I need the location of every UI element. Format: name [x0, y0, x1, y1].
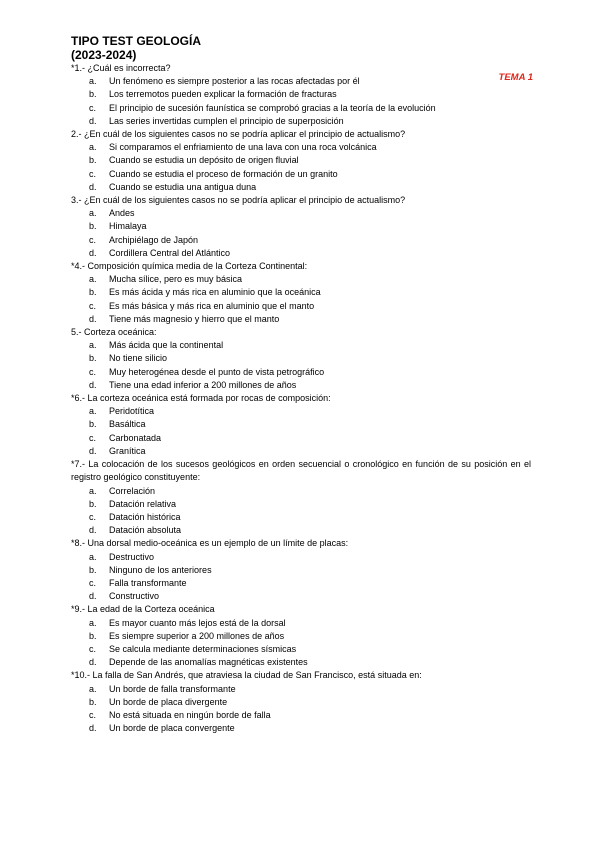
option-text: Granítica [109, 445, 146, 456]
option-letter: d. [89, 657, 97, 668]
question-block [71, 62, 531, 128]
option-letter: c. [89, 643, 97, 654]
option-text: Es siempre superior a 200 millones de años [109, 630, 285, 641]
option-list [71, 339, 531, 392]
option-text: Peridotítica [109, 406, 155, 417]
option-text: Cordillera Central del Atlántico [109, 247, 231, 258]
option-letter: d. [89, 115, 97, 126]
option-letter: b. [89, 564, 97, 575]
document-page [71, 34, 531, 735]
option-letter: b. [89, 419, 97, 430]
option-text: Tiene una edad inferior a 200 millones de años [109, 379, 297, 390]
answer-option [71, 432, 531, 445]
answer-option [71, 154, 531, 167]
question-block [71, 326, 531, 392]
question-list [71, 62, 531, 735]
answer-option [71, 352, 531, 365]
option-letter: d. [89, 525, 97, 536]
option-letter: a. [89, 142, 97, 153]
answer-option [71, 696, 531, 709]
option-letter: b. [89, 498, 97, 509]
option-letter: c. [89, 432, 97, 443]
option-text: Correlación [109, 485, 156, 496]
option-text: Mucha sílice, pero es muy básica [109, 274, 243, 285]
option-text: Carbonatada [109, 432, 162, 443]
option-text: No está situada en ningún borde de falla [109, 709, 271, 720]
option-letter: d. [89, 445, 97, 456]
option-letter: d. [89, 181, 97, 192]
option-list [71, 75, 531, 128]
option-text: Cuando se estudia una antigua duna [109, 181, 257, 192]
option-text: El principio de sucesión faunística se comprobó gracias a la teoría de la evolución [109, 102, 436, 113]
option-letter: b. [89, 696, 97, 707]
answer-option [71, 590, 531, 603]
option-text: Es más básica y más rica en aluminio que el manto [109, 300, 315, 311]
option-text: Datación absoluta [109, 525, 182, 536]
answer-option [71, 313, 531, 326]
question-block [71, 537, 531, 603]
option-text: Andes [109, 208, 135, 219]
option-letter: d. [89, 313, 97, 324]
option-text: Un borde de falla transformante [109, 683, 236, 694]
answer-option [71, 220, 531, 233]
answer-option [71, 141, 531, 154]
answer-option [71, 366, 531, 379]
option-letter: c. [89, 709, 97, 720]
option-text: Falla transformante [109, 577, 187, 588]
question-text: *8.- Una dorsal medio-oceánica es un ejemplo de un límite de placas: [71, 538, 349, 549]
option-list [71, 485, 531, 538]
answer-option [71, 643, 531, 656]
option-text: Himalaya [109, 221, 147, 232]
option-list [71, 141, 531, 194]
option-letter: c. [89, 300, 97, 311]
answer-option [71, 234, 531, 247]
option-text: Constructivo [109, 591, 160, 602]
answer-option [71, 498, 531, 511]
option-letter: d. [89, 379, 97, 390]
option-list [71, 273, 531, 326]
option-text: Es más ácida y más rica en aluminio que la oceánica [109, 287, 321, 298]
answer-option [71, 339, 531, 352]
option-text: Si comparamos el enfriamiento de una lava con una roca volcánica [109, 142, 377, 153]
answer-option [71, 485, 531, 498]
answer-option [71, 722, 531, 735]
option-text: Se calcula mediante determinaciones sísmicas [109, 643, 297, 654]
option-text: Cuando se estudia un depósito de origen fluvial [109, 155, 299, 166]
option-letter: d. [89, 723, 97, 734]
question-block [71, 669, 531, 735]
option-text: Datación histórica [109, 511, 181, 522]
option-letter: a. [89, 683, 97, 694]
option-letter: a. [89, 208, 97, 219]
option-text: Muy heterogénea desde el punto de vista petrográfico [109, 366, 325, 377]
option-letter: c. [89, 577, 97, 588]
question-text: *10.- La falla de San Andrés, que atraviesa la ciudad de San Francisco, está situada en: [71, 670, 422, 681]
option-letter: a. [89, 76, 97, 87]
answer-option [71, 445, 531, 458]
option-list [71, 207, 531, 260]
document-year: (2023-2024) [71, 48, 137, 62]
question-block [71, 260, 531, 326]
option-text: Basáltica [109, 419, 146, 430]
answer-option [71, 102, 531, 115]
option-letter: d. [89, 591, 97, 602]
option-text: Un borde de placa divergente [109, 696, 228, 707]
answer-option [71, 405, 531, 418]
option-list [71, 617, 531, 670]
question-block [71, 603, 531, 669]
option-text: No tiene silicio [109, 353, 168, 364]
option-text: Ninguno de los anteriores [109, 564, 212, 575]
answer-option [71, 551, 531, 564]
option-text: Tiene más magnesio y hierro que el manto [109, 313, 280, 324]
option-letter: b. [89, 353, 97, 364]
option-text: Los terremotos pueden explicar la formación de fracturas [109, 89, 337, 100]
question-text: *7.- La colocación de los sucesos geológicos en orden secuencial o cronológico en función de su posición en el registro geológico constituyente: [71, 459, 531, 483]
option-letter: a. [89, 274, 97, 285]
option-text: Un borde de placa convergente [109, 723, 235, 734]
answer-option [71, 168, 531, 181]
option-list [71, 551, 531, 604]
option-letter: a. [89, 340, 97, 351]
option-text: Es mayor cuanto más lejos está de la dorsal [109, 617, 286, 628]
answer-option [71, 577, 531, 590]
option-letter: c. [89, 511, 97, 522]
option-letter: b. [89, 89, 97, 100]
question-text: 3.- ¿En cuál de los siguientes casos no se podría aplicar el principio de actualismo? [71, 195, 406, 206]
option-letter: b. [89, 155, 97, 166]
answer-option [71, 115, 531, 128]
answer-option [71, 207, 531, 220]
answer-option [71, 683, 531, 696]
option-text: Depende de las anomalías magnéticas existentes [109, 657, 308, 668]
answer-option [71, 247, 531, 260]
answer-option [71, 273, 531, 286]
option-letter: c. [89, 366, 97, 377]
question-text: 5.- Corteza oceánica: [71, 327, 157, 338]
option-letter: c. [89, 234, 97, 245]
question-text: *6.- La corteza oceánica está formada por rocas de composición: [71, 393, 331, 404]
option-text: Un fenómeno es siempre posterior a las rocas afectadas por él [109, 76, 360, 87]
question-text: *1.- ¿Cuál es incorrecta? [71, 63, 171, 73]
answer-option [71, 709, 531, 722]
option-letter: d. [89, 247, 97, 258]
question-text: 2.- ¿En cuál de los siguientes casos no se podría aplicar el principio de actualismo? [71, 129, 406, 140]
question-block [71, 128, 531, 194]
question-block [71, 194, 531, 260]
option-letter: b. [89, 287, 97, 298]
option-letter: b. [89, 221, 97, 232]
option-text: Archipiélago de Japón [109, 234, 199, 245]
option-text: Las series invertidas cumplen el principio de superposición [109, 115, 344, 126]
answer-option [71, 75, 531, 88]
answer-option [71, 511, 531, 524]
answer-option [71, 379, 531, 392]
option-letter: c. [89, 168, 97, 179]
option-text: Cuando se estudia el proceso de formación de un granito [109, 168, 338, 179]
answer-option [71, 617, 531, 630]
tema-label: TEMA 1 [498, 72, 533, 83]
question-text: *4.- Composición química media de la Corteza Continental: [71, 261, 308, 272]
question-text: *9.- La edad de la Corteza oceánica [71, 604, 215, 615]
answer-option [71, 300, 531, 313]
option-letter: a. [89, 485, 97, 496]
option-letter: a. [89, 406, 97, 417]
option-text: Más ácida que la continental [109, 340, 224, 351]
option-letter: b. [89, 630, 97, 641]
option-text: Datación relativa [109, 498, 177, 509]
option-letter: a. [89, 617, 97, 628]
option-list [71, 405, 531, 458]
answer-option [71, 181, 531, 194]
answer-option [71, 564, 531, 577]
answer-option [71, 656, 531, 669]
option-letter: a. [89, 551, 97, 562]
answer-option [71, 630, 531, 643]
question-block [71, 392, 531, 458]
document-title: TIPO TEST GEOLOGÍA [71, 34, 202, 48]
answer-option [71, 418, 531, 431]
answer-option [71, 286, 531, 299]
question-block [71, 458, 531, 537]
option-list [71, 683, 531, 736]
option-text: Destructivo [109, 551, 155, 562]
answer-option [71, 88, 531, 101]
answer-option [71, 524, 531, 537]
option-letter: c. [89, 102, 97, 113]
